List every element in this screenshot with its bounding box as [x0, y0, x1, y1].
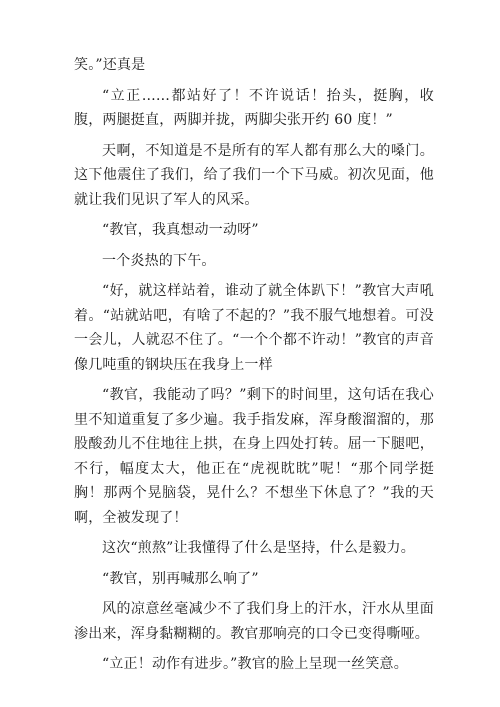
- paragraph-6: “好，就这样站着，谁动了就全体趴下！”教官大声吼着。“站就站吧，有啥了不起的？”我不服气地想着。可没一会儿，人就忍不住了。“一个个都不许动！”教官的声音像几吨重的钢块压在我身上一样: [74, 283, 434, 373]
- paragraph-1: 笑。”还真是: [74, 57, 146, 73]
- paragraph-11: “立正！动作有进步。”教官的脸上呈现一丝笑意。: [102, 656, 408, 672]
- paragraph-3: 天啊，不知道是不是所有的军人都有那么大的嗓门。这下他震住了我们，给了我们一个下马威。初次见面，他就让我们见识了军人的风采。: [74, 142, 434, 208]
- paragraph-8: 这次“煎熬”让我懂得了什么是坚持，什么是毅力。: [102, 540, 415, 556]
- paragraph-4: “教官，我真想动一动呀”: [102, 222, 259, 238]
- paragraph-10: 风的凉意丝毫减少不了我们身上的汗水，汗水从里面渗出来，浑身黏糊糊的。教官那响亮的口令已变得嘶哑。: [74, 601, 434, 642]
- paragraph-9: “教官，别再喊那么响了”: [102, 570, 259, 587]
- paragraph-7: “教官，我能动了吗？”剩下的时间里，这句话在我心里不知道重复了多少遍。我手指发麻，浑身酸溜溜的，那股酸劲儿不住地往上拱，在身上四处打转。屈一下腿吧，不行，幅度太大，他正在“虎视眈眈”呢！“那个同学挺胸！那两个晃脑袋，晃什么？不想坐下休息了？”我的天啊，全被发现了！: [74, 387, 434, 526]
- paragraph-2: “立正……都站好了！不许说话！抬头，挺胸，收腹，两腿挺直，两脚并拢，两脚尖张开约 60 度！”: [74, 87, 434, 128]
- document-body: [74, 53, 434, 683]
- paragraph-5: 一个炎热的下午。: [102, 252, 216, 269]
